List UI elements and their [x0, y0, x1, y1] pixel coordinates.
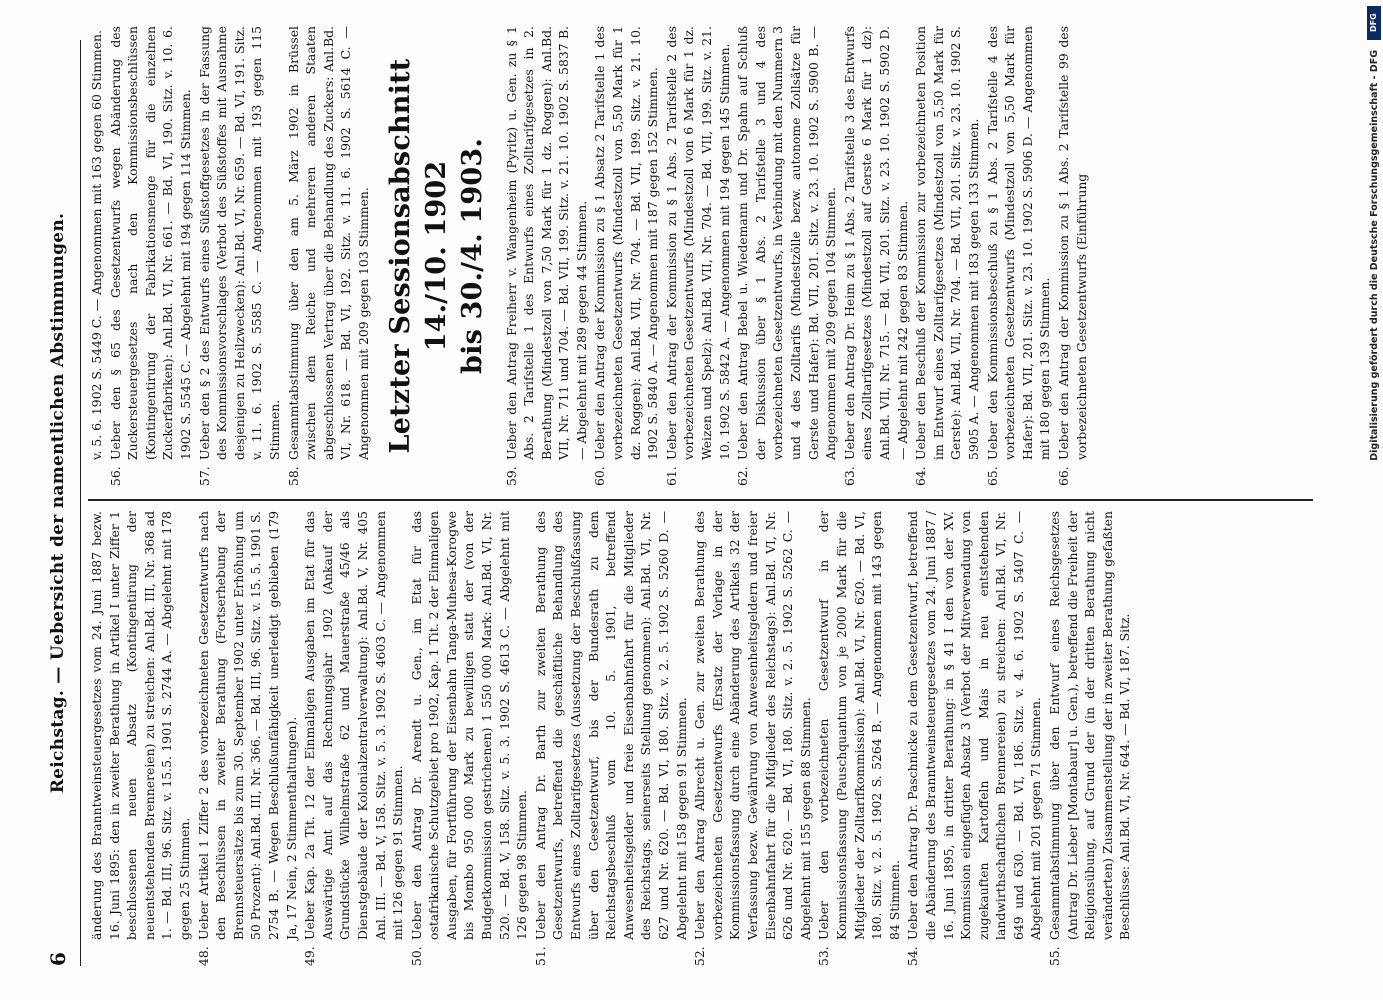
- digitization-sidebar: [1363, 0, 1383, 1000]
- vote-entry: [408, 511, 531, 966]
- section-heading-line1: Letzter Sessionsabschnitt 14./10. 1902: [384, 58, 452, 454]
- vote-entry: [532, 511, 690, 966]
- entry-number: 61.: [663, 466, 679, 486]
- vote-entry: [195, 511, 301, 966]
- vote-entry: [88, 26, 106, 486]
- vote-entry: [196, 26, 284, 486]
- entry-text: Ueber den Antrag Dr. Heim zu § 1 Abs. 2 Tarifstelle 3 des Entwurfs eines Zolltarifgesetzes (Mindestzoll auf Gerste 6 Mark für 1 dz): Anl.Bd. VII, Nr. 715. — Bd. VII, 201. Sitz. v. 23. 10. 1902 S. 5902 D. — Abgelehnt mit 242 gegen 83 Stimmen.: [841, 26, 910, 460]
- entry-text: Ueber den Antrag Dr. Paschnicke zu dem Gesetzentwurf, betreffend die Abänderung des Branntweinsteuergesetzes vom 24. Juni 1887 / 16. Juni 1895, in dritter Berathung: in § 41 I den von der XV. Kommission eingefügten Absatz 3 (Verbot der Mitverwendung von zugekauften Kartoffeln und Mais in neu entstehenden landwirthschaftlichen Brennereien) zu streichen: Anl.Bd. VI, Nr. 649 und 630. — Bd. VI, 186. Sitz. v. 4. 6. 1902 S. 5407 C. — Abgelehnt mit 201 gegen 71 Stimmen.: [905, 511, 1044, 940]
- vote-entry: [591, 26, 661, 486]
- entry-text: änderung des Branntweinsteuergesetzes vom 24. Juni 1887 bezw. 16. Juni 1895: den in zweiter Berathung in Artikel I unter Ziffer 1 beschlossenen neuen Absatz (Kontingentirung der neuentstehenden Brennereien) zu streichen: Anl.Bd. III, Nr. 368 ad 1. — Bd. III, 96. Sitz. v. 15.5. 1901 S. 2744 A. — Abgelehnt mit 178 gegen 25 Stimmen.: [89, 511, 192, 940]
- running-head: Reichstag. — Uebersicht der namentlichen Abstimmungen.: [48, 212, 68, 794]
- column-divider: [88, 500, 1313, 502]
- vote-entry: [301, 511, 407, 966]
- entry-text: Ueber den Antrag Dr. Arendt u. Gen., im Etat für das ostafrikanische Schutzgebiet pro 1902, Kap. 1 Tit. 2 der Einmaligen Ausgaben, für Fortführung der Eisenbahn Tanga-Muhesa-Korogwe bis Mombo 950 000 Mark zu bewilligen statt der (von der Budgetkommission gestrichenen) 1 550 000 Mark: Anl.Bd. VI, Nr. 520. — Bd. V, 158. Sitz. v. 5. 3. 1902 S. 4613 C. — Abgelehnt mit 126 gegen 98 Stimmen.: [408, 511, 530, 940]
- page-number: 6: [46, 952, 70, 966]
- entry-text: Ueber den Antrag Dr. Barth zur zweiten Berathung des Gesetzentwurfs, betreffend die geschäftliche Behandlung des Entwurfs eines Zolltarifgesetzes (Aussetzung der Beschlußfassung über den Gesetzentwurf, bis der Bundesrath zu dem Reichstagsbeschluß vom 10. 5. 1901, betreffend Anwesenheitsgelder und freie Eisenbahnfahrt für die Mitglieder des Reichstags, seinerseits Stellung genommen): Anl.Bd. VI, Nr. 627 und Nr. 620. — Bd. VI, 180. Sitz. v. 2. 5. 1902 S. 5260 D. — Abgelehnt mit 158 gegen 91 Stimmen.: [532, 511, 689, 940]
- entry-number: 58.: [285, 466, 301, 486]
- vote-entry: [984, 26, 1054, 486]
- entry-number: 55.: [1047, 946, 1063, 966]
- entry-text: Ueber den Antrag Albrecht u. Gen. zur zweiten Berathung des vorbezeichneten Gesetzentwurfs (Ersatz der Vorlage in der Kommissionsfassung durch eine Abänderung des Artikels 32 der Verfassung bezw. Gewährung von Anwesenheitsgeldern und freier Eisenbahnfahrt für die Mitglieder des Reichstags): Anl.Bd. VI, Nr. 626 und Nr. 620. — Bd. VI, 180. Sitz. v. 2. 5. 1902 S. 5262 C. — Abgelehnt mit 155 gegen 88 Stimmen.: [692, 511, 813, 940]
- entry-number: 60.: [592, 466, 608, 486]
- dfg-logo-badge: DFG: [1367, 6, 1381, 40]
- vote-entry: [1055, 26, 1090, 486]
- entry-number: 56.: [107, 466, 123, 486]
- entry-text: Ueber den § 65 des Gesetzentwurfs wegen Abänderung des Zuckersteuergesetzes nach den Kommissionsbeschlüssen (Kontingentirung der Fabrikationsmenge für die einzelnen Zuckerfabriken): Anl.Bd. VI, Nr. 661. — Bd. VI, 190. Sitz. v. 10. 6. 1902 S. 5545 C. — Abgelehnt mit 194 gegen 114 Stimmen.: [107, 26, 193, 460]
- section-heading-line2: bis 30./4. 1903.: [456, 138, 488, 374]
- vote-entry: [912, 26, 982, 486]
- digitization-credit: Digitalisierung gefördert durch die Deutsche Forschungsgemeinschaft - DFG: [1369, 50, 1380, 461]
- page-header: [40, 40, 81, 966]
- vote-entry: [904, 511, 1045, 966]
- entry-text: Ueber den § 2 des Entwurfs eines Süßstoffgesetzes in der Fassung des Kommissionsvorschlages (Verbot des Süßstoffes mit Ausnahme desjenigen zu Heilzwecken): Anl.Bd. VI, Nr. 659. — Bd. VI, 191. Sitz. v. 11. 6. 1902 S. 5585 C. — Angenommen mit 193 gegen 115 Stimmen.: [196, 26, 282, 460]
- entry-text: Ueber den Beschluß der Kommission zur vorbezeichneten Position im Entwurf eines Zolltarifgesetzes (Mindestzoll von 5,50 Mark für Gerste): Anl.Bd. VII, Nr. 704. — Bd. VII, 201. Sitz. v. 23. 10. 1902 S. 5905 A. — Angenommen mit 183 gegen 133 Stimmen.: [913, 26, 981, 460]
- entry-text: Ueber den Antrag der Kommission zu § 1 Abs. 2 Tarifstelle 99 des vorbezeichneten Gesetzentwurfs (Einführung: [1055, 26, 1089, 460]
- entry-number: 62.: [735, 466, 751, 486]
- section-heading: [383, 26, 491, 486]
- entry-number: 65.: [984, 466, 1000, 486]
- entry-text: Gesammtabstimmung über den Entwurf eines Reichsgesetzes (Antrag Dr. Lieber [Montabaur] u. Gen.), betreffend die Freiheit der Religionsübung, auf Grund der (in der dritten Berathung nicht veränderten) Zusammenstellung der in zweiter Berathung gefaßten Beschlüsse: Anl.Bd. VI, Nr. 644. — Bd. VI, 187. Sitz.: [1047, 511, 1133, 940]
- entry-text: Ueber den vorbezeichneten Gesetzentwurf in der Kommissionsfassung (Pauschquantum von je 2000 Mark für die Mitglieder der Zolltarifkommission): Anl.Bd. VI, Nr. 620. — Bd. VI, 180. Sitz. v. 2. 5. 1902 S. 5264 B. — Angenommen mit 143 gegen 84 Stimmen.: [816, 511, 902, 940]
- vote-entry: [1046, 511, 1134, 966]
- entry-number: 48.: [195, 946, 211, 966]
- entry-number: 57.: [196, 466, 212, 486]
- entry-text: Ueber Artikel 1 Ziffer 2 des vorbezeichneten Gesetzentwurfs nach den Beschlüssen in zweiter Berathung (Fortserhebung der Brennsteuersätze bis zum 30. September 1902 unter Erhöhung um 50 Prozent): Anl.Bd. III, Nr. 366. — Bd. III, 96. Sitz. v. 15. 5. 1901 S. 2754 B. — Wegen Beschlußunfähigkeit unerledigt geblieben (179 Ja, 17 Nein, 2 Stimmenthaltungen).: [195, 511, 299, 940]
- vote-entry: [691, 511, 814, 966]
- entry-number: 66.: [1055, 466, 1071, 486]
- entry-number: 50.: [408, 946, 424, 966]
- entry-text: Ueber den Antrag Bebel u. Wiedemann und Dr. Spahn auf Schluß der Diskussion über § 1 Abs. 2 Tarifstelle 3 und 4 des vorbezeichneten Gesetzentwurfs, in Verbindung mit den Nummern 3 und 4 des Zolltarifs (Mindestzölle bezw. autonome Zollsätze für Gerste und Hafer): Bd. VII, 201. Sitz. v. 23. 10. 1902 S. 5900 B. — Angenommen mit 209 gegen 104 Stimmen.: [735, 26, 839, 460]
- entry-text: Ueber den Antrag Freiherr v. Wangenheim (Pyritz) u. Gen. zu § 1 Abs. 2 Tarifstelle 1 des Entwurfs eines Zolltarifgesetzes in 2. Berathung (Mindestzoll von 7,50 Mark für 1 dz. Roggen): Anl.Bd. VII, Nr. 711 und 704. — Bd. VII, 199. Sitz. v. 21. 10. 1902 S. 5837 B. — Abgelehnt mit 289 gegen 44 Stimmen.: [503, 26, 589, 460]
- entry-text: Ueber Kap. 2a Tit. 12 der Einmaligen Ausgaben im Etat für das Auswärtige Amt auf das Rechnungsjahr 1902 (Ankauf der Grundstücke Wilhelmstraße 62 und Mauerstraße 45/46 als Dienstgebäude der Kolonialzentralverwaltung): Anl.Bd. V, Nr. 405 Anl. III. — Bd. V, 158. Sitz. v. 5. 3. 1902 S. 4603 C. — Angenommen mit 126 gegen 91 Stimmen.: [302, 511, 406, 940]
- vote-entry: [107, 26, 195, 486]
- entry-number: 63.: [841, 466, 857, 486]
- right-column-top: [88, 26, 373, 486]
- entry-number: 52.: [692, 946, 708, 966]
- right-column: [88, 26, 1313, 486]
- entry-number: 49.: [302, 946, 318, 966]
- entry-number: 53.: [816, 946, 832, 966]
- entry-number: 51.: [532, 946, 548, 966]
- entry-text: Ueber den Antrag der Kommission zu § 1 Absatz 2 Tarifstelle 1 des vorbezeichneten Gesetzentwurfs (Mindestzoll von 5,50 Mark für 1 dz. Roggen): Anl.Bd. VII, Nr. 704. — Bd. VII, 199. Sitz. v. 21. 10. 1902 S. 5840 A. — Angenommen mit 187 gegen 152 Stimmen.: [592, 26, 661, 460]
- vote-entry: [734, 26, 840, 486]
- vote-entry: [663, 26, 733, 486]
- entry-text: Ueber den Antrag der Kommission zu § 1 Abs. 2 Tarifstelle 2 des vorbezeichneten Gesetzentwurfs (Mindestzoll von 6 Mark für 1 dz. Weizen und Spelz): Anl.Bd. VII, Nr. 704. — Bd. VII, 199. Sitz. v. 21. 10. 1902 S. 5842 A. — Angenommen mit 194 gegen 145 Stimmen.: [663, 26, 732, 460]
- entry-number: 59.: [503, 466, 519, 486]
- left-column: [88, 511, 1313, 966]
- entry-text: Ueber den Kommissionsbeschluß zu § 1 Abs. 2 Tarifstelle 4 des vorbezeichneten Gesetzentwurfs (Mindestzoll von 5,50 Mark für Hafer): Bd. VII, 201. Sitz. v. 23. 10. 1902 S. 5906 D. — Angenommen mit 180 gegen 139 Stimmen.: [984, 26, 1053, 460]
- vote-entry: [88, 511, 194, 966]
- right-column-bottom: [503, 26, 1091, 486]
- vote-entry: [285, 26, 373, 486]
- entry-number: 54.: [905, 946, 921, 966]
- text-columns: [88, 26, 1313, 966]
- entry-text: v. 5. 6. 1902 S. 5449 C. — Angenommen mit 163 gegen 60 Stimmen.: [89, 30, 104, 460]
- vote-entry: [815, 511, 903, 966]
- vote-entry: [841, 26, 911, 486]
- vote-entry: [503, 26, 591, 486]
- entry-text: Gesammtabstimmung über den am 5. März 1902 in Brüssel zwischen dem Reiche und mehreren anderen Staaten abgeschlossenen Vertrag über die Behandlung des Zuckers: Anl.Bd. VI, Nr. 618. — Bd. VI, 192. Sitz. v. 11. 6. 1902 S. 5614 C. — Angenommen mit 209 gegen 103 Stimmen.: [285, 26, 371, 460]
- entry-number: 64.: [913, 466, 929, 486]
